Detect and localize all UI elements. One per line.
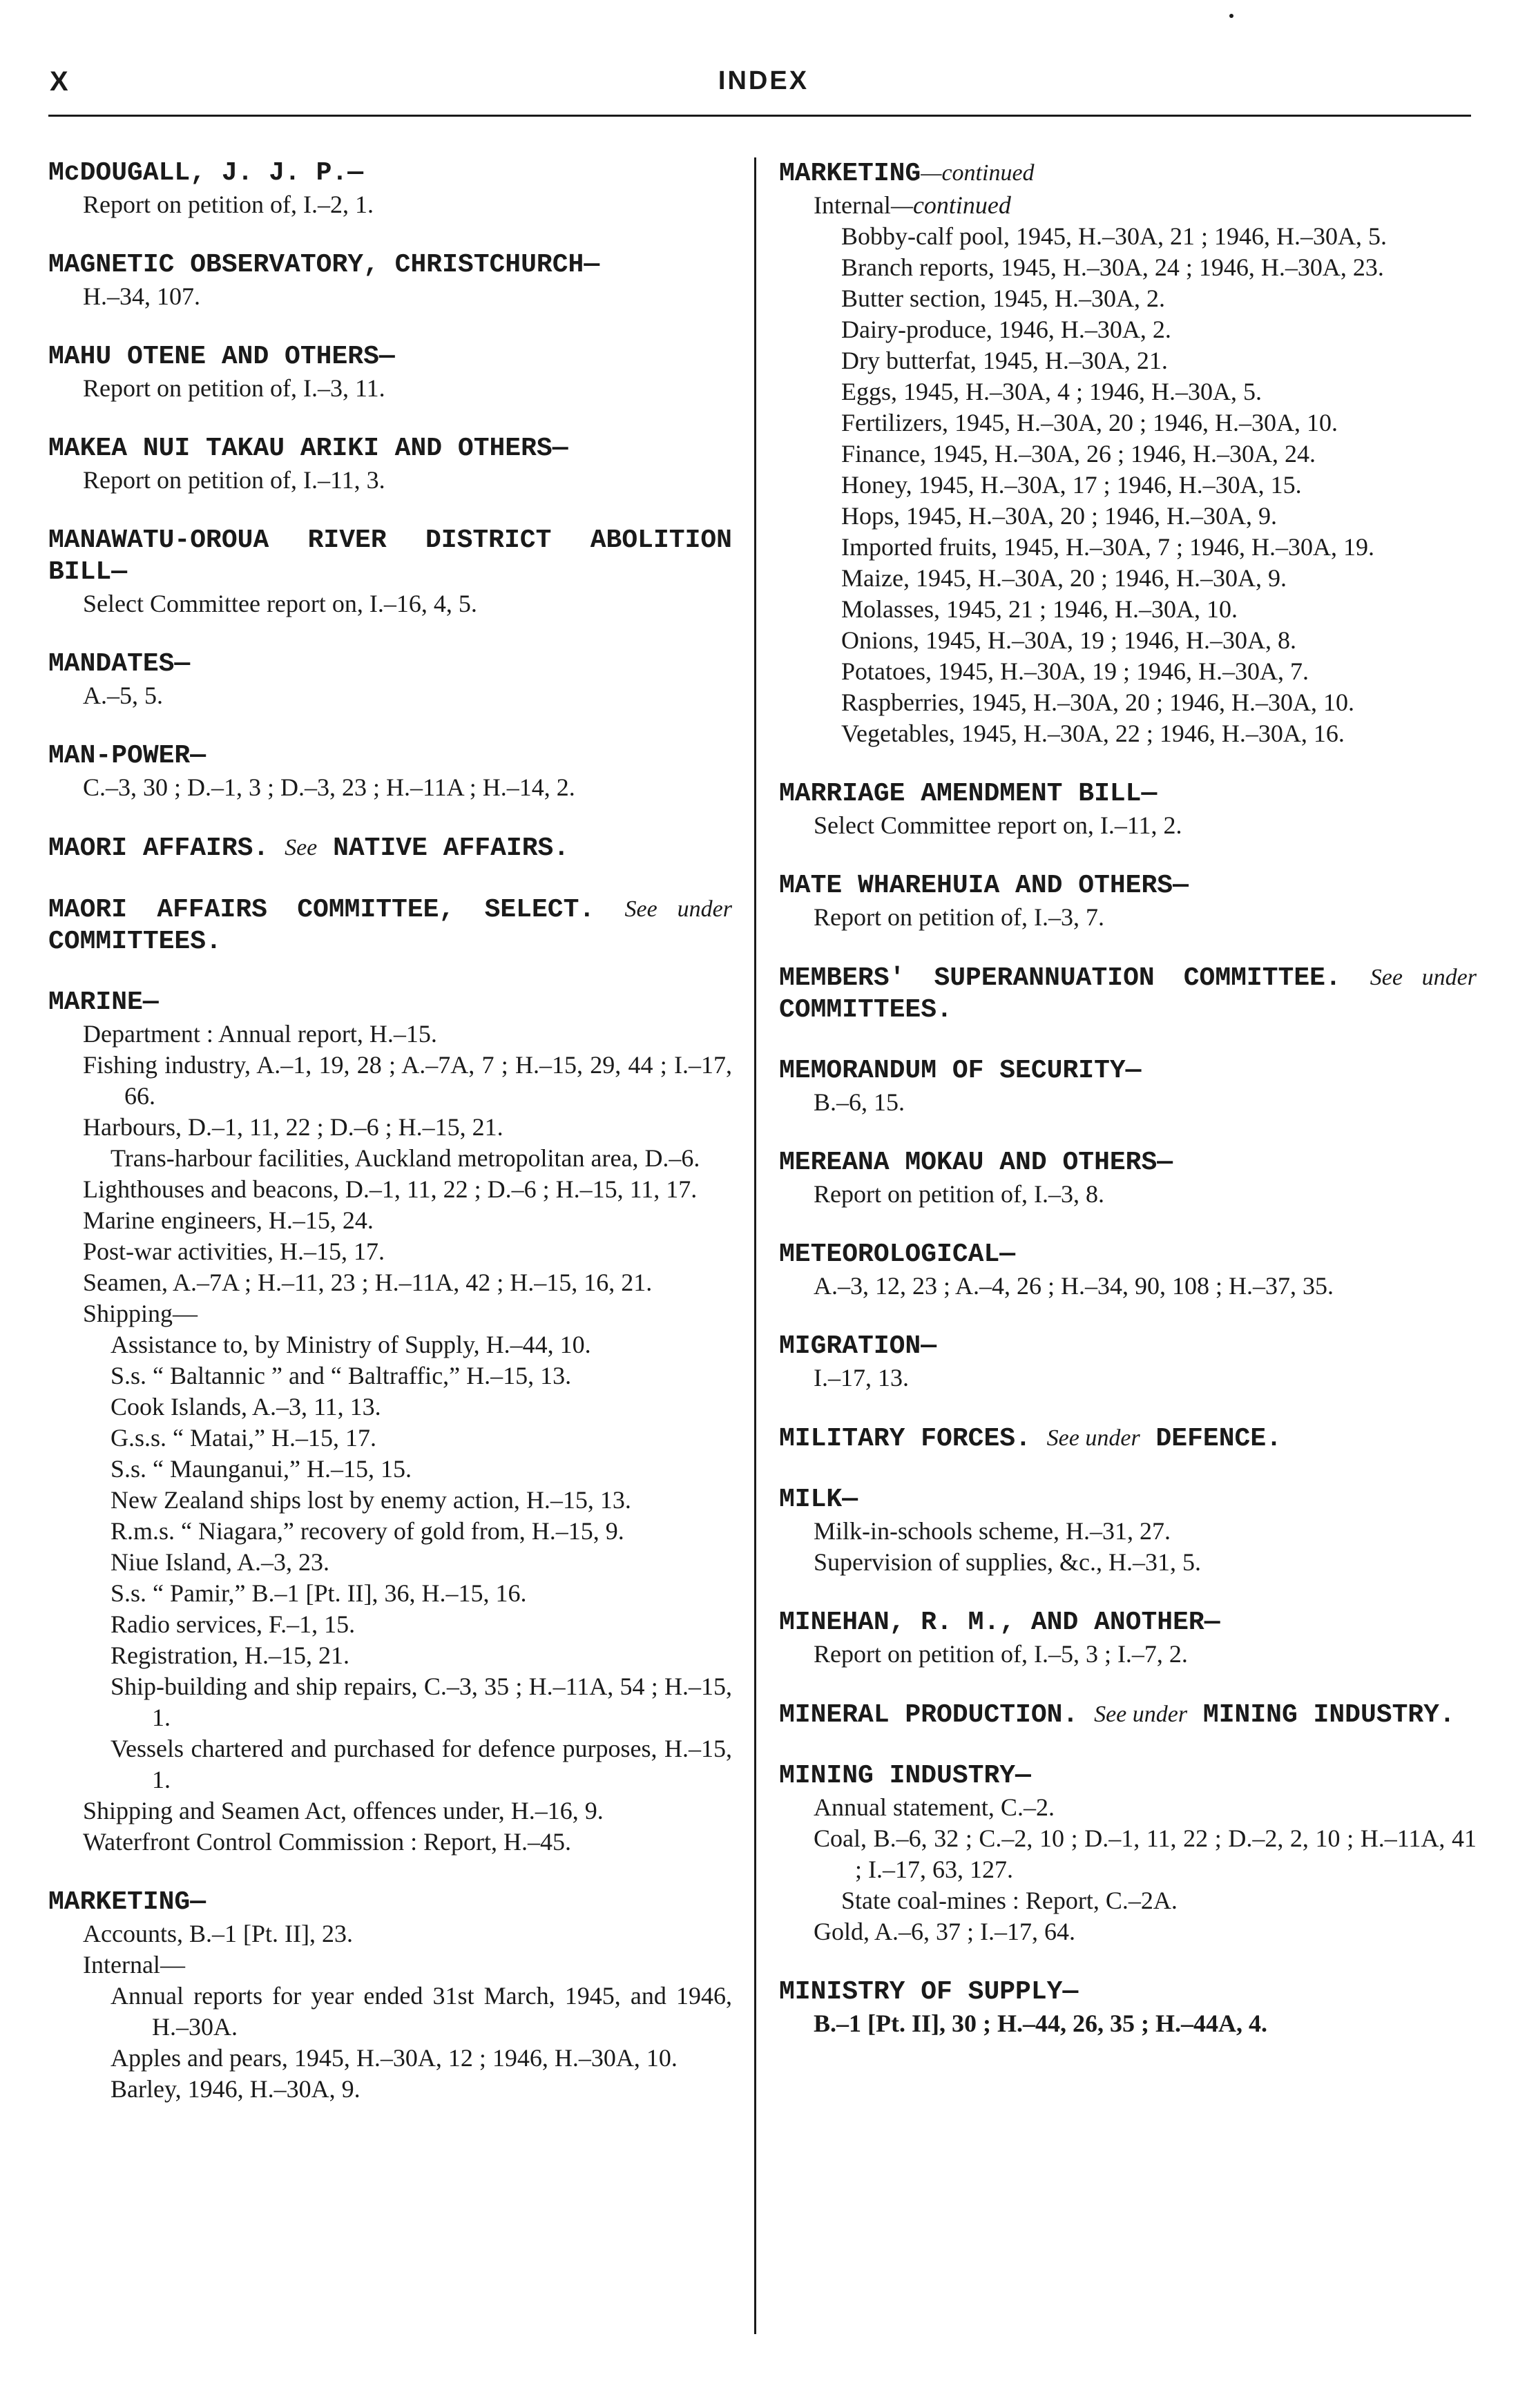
entry-heading [48,832,732,865]
index-entry [779,1607,1477,1670]
entry-subitem: Raspberries, 1945, H.–30A, 20 ; 1946, H.–30A, 10. [841,688,1354,716]
entry-heading: MAKEA NUI TAKAU ARIKI AND OTHERS— [48,434,568,463]
entry-subitem: Accounts, B.–1 [Pt. II], 23. [83,1920,353,1947]
continued-label: —continued [890,191,1011,219]
entry-subitem: S.s. “ Baltannic ” and “ Baltraffic,” H.–15, 13. [111,1362,572,1389]
heading-text: MARKETING [779,159,921,189]
entry-subitem: A.–3, 12, 23 ; A.–4, 26 ; H.–34, 90, 108 ; H.–37, 35. [814,1272,1334,1300]
entry-subitem: G.s.s. “ Matai,” H.–15, 17. [111,1424,376,1452]
index-entry [48,157,732,220]
entry-subitem: B.–1 [Pt. II], 30 ; H.–44, 26, 35 ; H.–44A, 4. [814,2010,1267,2037]
entry-subitem: A.–5, 5. [83,682,163,709]
index-entry [48,1887,732,2105]
entry-subitem: Department : Annual report, H.–15. [83,1020,437,1048]
entry-subitem: Molasses, 1945, 21 ; 1946, H.–30A, 10. [841,595,1238,623]
entry-subitem: Report on petition of, I.–11, 3. [83,466,385,494]
entry-subitem: I.–17, 13. [814,1364,909,1391]
entry-subitem: Annual statement, C.–2. [814,1793,1055,1821]
cross-reference: DEFENCE. [1155,1424,1282,1454]
entry-subitem: Finance, 1945, H.–30A, 26 ; 1946, H.–30A, 24. [841,440,1316,468]
entry-subitem: Select Committee report on, I.–16, 4, 5. [83,590,477,617]
column-divider [754,157,756,2334]
entry-subitem: Harbours, D.–1, 11, 22 ; D.–6 ; H.–15, 21. [83,1113,503,1141]
entry-subitem: Hops, 1945, H.–30A, 20 ; 1946, H.–30A, 9. [841,502,1278,530]
see-label: See under [1370,965,1477,990]
entry-subitem: Lighthouses and beacons, D.–1, 11, 22 ; D.–6 ; H.–15, 11, 17. [83,1175,698,1203]
index-entry [48,832,732,865]
entry-heading: MAN-POWER— [48,741,207,771]
entry-subitem: B.–6, 15. [814,1088,905,1116]
entry-heading: MEREANA MOKAU AND OTHERS— [779,1148,1173,1177]
subitem-text: Internal [814,191,891,219]
entry-heading: MANDATES— [48,649,191,679]
entry-heading: MILK— [779,1485,858,1514]
entry-subitem: Radio services, F.–1, 15. [111,1610,356,1638]
entry-subitem: H.–34, 107. [83,282,200,310]
entry-subitem: C.–3, 30 ; D.–1, 3 ; D.–3, 23 ; H.–11A ; H.–14, 2. [83,773,575,801]
entry-heading: MARKETING— [48,1887,207,1917]
entry-subitem: Report on petition of, I.–2, 1. [83,191,374,218]
entry-subitem: Cook Islands, A.–3, 11, 13. [111,1393,381,1420]
entry-subitem: Vegetables, 1945, H.–30A, 22 ; 1946, H.–30A, 16. [841,720,1345,747]
entry-subitem: Post-war activities, H.–15, 17. [83,1237,385,1265]
continued-label: —continued [921,160,1035,186]
entry-heading: MIGRATION— [779,1331,937,1361]
entry-subitem: Apples and pears, 1945, H.–30A, 12 ; 1946, H.–30A, 10. [111,2044,678,2072]
index-entry [779,1239,1477,1302]
entry-subitem: Shipping— [83,1300,198,1327]
entry-heading: MARRIAGE AMENDMENT BILL— [779,779,1158,809]
entry-heading [779,962,1477,1026]
index-entry [779,1055,1477,1118]
entry-heading: MAHU OTENE AND OTHERS— [48,342,395,372]
entry-subitem: Fishing industry, A.–1, 19, 28 ; A.–7A, 7 ; H.–15, 29, 44 ; I.–17, 66. [83,1051,732,1110]
index-entry [48,740,732,803]
entry-subitem: Seamen, A.–7A ; H.–11, 23 ; H.–11A, 42 ; H.–15, 16, 21. [83,1269,653,1296]
entry-heading [48,894,732,958]
entry-subitem: State coal-mines : Report, C.–2A. [841,1887,1178,1914]
heading-text: MINERAL PRODUCTION. [779,1700,1079,1730]
entry-subitem: Report on petition of, I.–3, 11. [83,374,385,402]
header-rule [48,115,1471,117]
heading-text: MEMBERS' SUPERANNUATION COMMITTEE. [779,963,1341,993]
entry-subitem: R.m.s. “ Niagara,” recovery of gold from, H.–15, 9. [111,1517,624,1545]
entry-subitem: Honey, 1945, H.–30A, 17 ; 1946, H.–30A, 15. [841,471,1302,499]
entry-heading [779,157,1477,190]
index-entry [779,1699,1477,1731]
entry-subitem: Report on petition of, I.–5, 3 ; I.–7, 2. [814,1640,1188,1668]
entry-subitem: Registration, H.–15, 21. [111,1641,349,1669]
entry-subitem: New Zealand ships lost by enemy action, H.–15, 13. [111,1486,631,1514]
page-title: INDEX [718,66,809,95]
entry-subitem: Shipping and Seamen Act, offences under, H.–16, 9. [83,1797,604,1824]
entry-subitem: Marine engineers, H.–15, 24. [83,1206,374,1234]
index-entry [779,778,1477,841]
index-entry [779,870,1477,933]
see-label: See [285,835,318,860]
entry-heading: MINING INDUSTRY— [779,1761,1031,1791]
entry-subitem: Dry butterfat, 1945, H.–30A, 21. [841,347,1168,374]
entry-heading [779,1699,1477,1731]
entry-subitem: Gold, A.–6, 37 ; I.–17, 64. [814,1918,1076,1945]
left-column [48,157,732,2134]
heading-text: MILITARY FORCES. [779,1424,1031,1454]
index-entry [779,1976,1477,2039]
index-entry [48,433,732,496]
see-label: See under [624,896,732,922]
entry-heading: McDOUGALL, J. J. P.— [48,158,364,188]
entry-subitem: Ship-building and ship repairs, C.–3, 35 ; H.–11A, 54 ; H.–15, 1. [111,1673,732,1731]
see-label: See under [1094,1702,1188,1727]
cross-reference: COMMITTEES. [779,995,952,1025]
entry-subitem: Maize, 1945, H.–30A, 20 ; 1946, H.–30A, 9. [841,564,1287,592]
page-number: X [50,66,69,97]
entry-subitem: Internal— [83,1951,185,1978]
index-entry [779,157,1477,749]
index-entry [779,1484,1477,1578]
entry-subitem: Niue Island, A.–3, 23. [111,1548,329,1576]
entry-subitem: Imported fruits, 1945, H.–30A, 7 ; 1946, H.–30A, 19. [841,533,1374,561]
index-entry [48,987,732,1858]
see-label: See under [1046,1425,1140,1451]
index-entry [779,1331,1477,1394]
entry-heading: MATE WHAREHUIA AND OTHERS— [779,871,1189,900]
entry-heading: MARINE— [48,988,159,1017]
cross-reference: COMMITTEES. [48,927,222,956]
index-entry [48,525,732,619]
index-entry [48,341,732,404]
entry-heading: MINISTRY OF SUPPLY— [779,1977,1079,2007]
entry-subitem: Butter section, 1945, H.–30A, 2. [841,285,1165,312]
entry-subitem: S.s. “ Maunganui,” H.–15, 15. [111,1455,412,1483]
entry-subitem: Onions, 1945, H.–30A, 19 ; 1946, H.–30A, 8. [841,626,1297,654]
entry-heading: MANAWATU-OROUA RIVER DISTRICT ABOLITION BILL— [48,526,732,587]
cross-reference: NATIVE AFFAIRS. [333,834,570,863]
heading-text: MAORI AFFAIRS COMMITTEE, SELECT. [48,895,595,925]
entry-subitem: Barley, 1946, H.–30A, 9. [111,2075,361,2103]
entry-subitem: Supervision of supplies, &c., H.–31, 5. [814,1548,1201,1576]
entry-subitem: S.s. “ Pamir,” B.–1 [Pt. II], 36, H.–15, 16. [111,1579,527,1607]
entry-subitem: Coal, B.–6, 32 ; C.–2, 10 ; D.–1, 11, 22 ; D.–2, 2, 10 ; H.–11A, 41 ; I.–17, 63, 127. [814,1824,1477,1883]
index-entry [779,962,1477,1026]
right-column [779,157,1477,2068]
entry-subitem: Fertilizers, 1945, H.–30A, 20 ; 1946, H.–30A, 10. [841,409,1338,436]
entry-subitem: Dairy-produce, 1946, H.–30A, 2. [841,316,1171,343]
entry-subitem: Milk-in-schools scheme, H.–31, 27. [814,1517,1171,1545]
entry-subitem: Select Committee report on, I.–11, 2. [814,811,1182,839]
entry-subitem: Branch reports, 1945, H.–30A, 24 ; 1946, H.–30A, 23. [841,253,1384,281]
entry-subitem: Trans-harbour facilities, Auckland metropolitan area, D.–6. [111,1144,700,1172]
entry-heading: MAGNETIC OBSERVATORY, CHRISTCHURCH— [48,250,600,280]
entry-subitem: Potatoes, 1945, H.–30A, 19 ; 1946, H.–30A, 7. [841,657,1309,685]
entry-subitem: Annual reports for year ended 31st March, 1945, and 1946, H.–30A. [111,1982,732,2041]
entry-heading: MINEHAN, R. M., AND ANOTHER— [779,1608,1220,1637]
index-entry [779,1147,1477,1210]
entry-heading [779,1423,1477,1455]
entry-subitem: Report on petition of, I.–3, 8. [814,1180,1104,1208]
index-entry [779,1423,1477,1455]
entry-subitem: Assistance to, by Ministry of Supply, H.–44, 10. [111,1331,591,1358]
entry-subitem: Eggs, 1945, H.–30A, 4 ; 1946, H.–30A, 5. [841,378,1262,405]
ink-speck [1229,14,1233,18]
entry-subitem: Report on petition of, I.–3, 7. [814,903,1104,931]
index-entry [48,648,732,711]
cross-reference: MINING INDUSTRY. [1202,1700,1455,1730]
entry-subitem: Vessels chartered and purchased for defence purposes, H.–15, 1. [111,1735,732,1793]
entry-subitem [779,190,1477,221]
index-entry [779,1760,1477,1947]
entry-subitem: Bobby-calf pool, 1945, H.–30A, 21 ; 1946, H.–30A, 5. [841,222,1387,250]
entry-heading: MEMORANDUM OF SECURITY— [779,1056,1142,1086]
entry-heading: METEOROLOGICAL— [779,1240,1016,1269]
index-entry [48,894,732,958]
heading-text: MAORI AFFAIRS. [48,834,269,863]
entry-subitem: Waterfront Control Commission : Report, H.–45. [83,1828,572,1856]
index-entry [48,249,732,312]
